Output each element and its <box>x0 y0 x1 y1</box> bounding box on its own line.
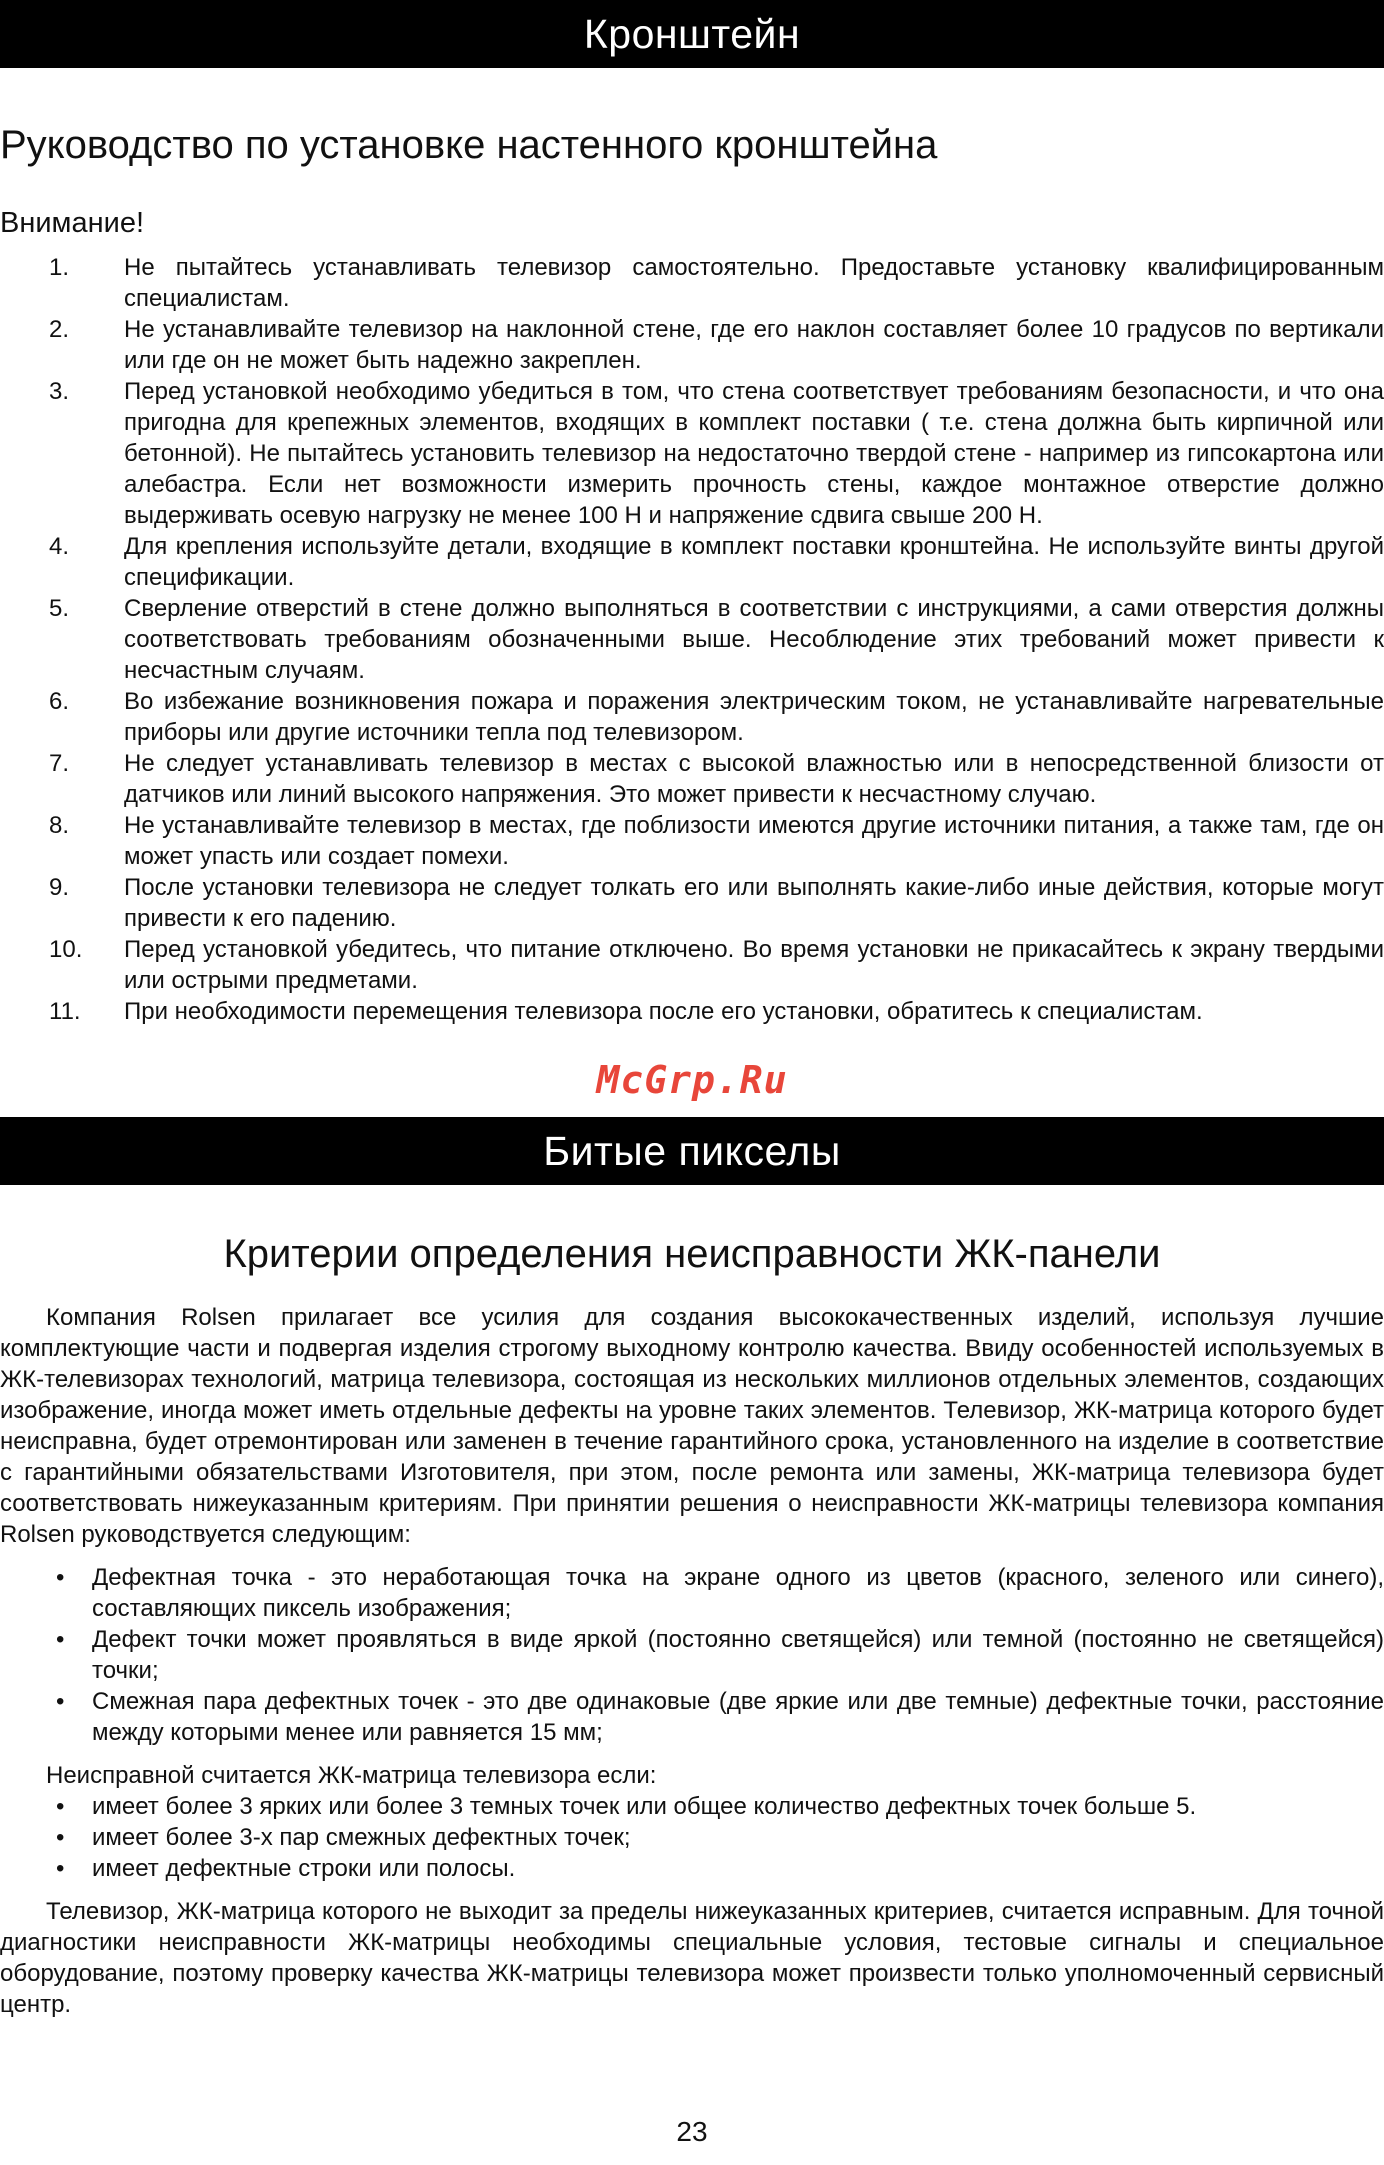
section-title-lcd-criteria: Критерии определения неисправности ЖК-панели <box>223 1232 1161 1276</box>
definition-item <box>0 1686 1384 1748</box>
rule-number: 9. <box>49 874 70 901</box>
rule-item <box>0 314 1384 376</box>
definition-text: Дефект точки может проявляться в виде яркой (постоянно светящейся) или темной (постоянно не светящейся) точки; <box>92 1626 1384 1684</box>
warning-label: Внимание! <box>0 207 145 239</box>
rule-item <box>0 376 1384 531</box>
watermark-logo: McGrp.Ru <box>596 1058 788 1102</box>
rule-item <box>0 593 1384 686</box>
bullet-icon: • <box>56 1793 65 1820</box>
rule-item <box>0 252 1384 314</box>
definition-text: Смежная пара дефектных точек - это две одинаковые (две яркие или две темные) дефектные точки, расстояние между которыми менее или равняется 15 мм; <box>92 1688 1384 1746</box>
rule-text: Не пытайтесь устанавливать телевизор самостоятельно. Предоставьте установку квалифицированным специалистам. <box>124 254 1384 312</box>
rule-item <box>0 996 1384 1027</box>
section-banner-dead-pixels: Битые пикселы <box>0 1117 1384 1185</box>
intro-paragraph: Компания Rolsen прилагает все усилия для создания высококачественных изделий, используя лучшие комплектующие части и подвергая изделия строгому выходному контролю качества. Ввиду особенностей используемых в ЖК-телевизорах технологий, матрица телевизора, состоящая из нескольких миллионов отдельных элементов, создающих изображение, иногда может иметь отдельные дефекты на уровне таких элементов. Телевизор, ЖК-матрица которого будет неисправна, будет отремонтирован или заменен в течение гарантийного срока, установленного на изделие в соответствие с гарантийными обязательствами Изготовителя, при этом, после ремонта или замены, ЖК-матрица телевизора будет соответствовать нижеуказанным критериям. При принятии решения о неисправности ЖК-матрицы телевизора компания Rolsen руководствуется следующим: <box>0 1304 1384 1548</box>
safety-rules-list <box>0 252 1384 1027</box>
rule-text: Перед установкой убедитесь, что питание отключено. Во время установки не прикасайтесь к экрану твердыми или острыми предметами. <box>124 936 1384 994</box>
rule-item <box>0 748 1384 810</box>
bullet-icon: • <box>56 1626 65 1653</box>
rule-number: 6. <box>49 688 70 715</box>
definition-item <box>0 1562 1384 1624</box>
condition-item <box>0 1822 1384 1853</box>
rule-item <box>0 686 1384 748</box>
conditions-list <box>0 1791 1384 1884</box>
definition-text: Дефектная точка - это неработающая точка на экране одного из цветов (красного, зеленого или синего), составляющих пиксель изображения; <box>92 1564 1384 1622</box>
page-number: 23 <box>676 2116 708 2147</box>
rule-text: Перед установкой необходимо убедиться в том, что стена соответствует требованиям безопасности, и что она пригодна для крепежных элементов, входящих в комплект поставки ( т.е. стена должна быть кирпичной или бетонной). Не пытайтесь установить телевизор на недостаточно твердой стене - например из гипсокартона или алебастра. Если нет возможности измерить прочность стены, каждое монтажное отверстие должно выдерживать осевую нагрузку не менее 100 Н и напряжение сдвига свыше 200 Н. <box>124 378 1384 529</box>
rule-item <box>0 872 1384 934</box>
rule-number: 11. <box>49 998 81 1025</box>
rule-item <box>0 531 1384 593</box>
rule-number: 7. <box>49 750 70 777</box>
definitions-list <box>0 1562 1384 1748</box>
condition-item <box>0 1791 1384 1822</box>
definition-item <box>0 1624 1384 1686</box>
condition-text: имеет более 3-х пар смежных дефектных точек; <box>92 1824 631 1851</box>
condition-text: имеет более 3 ярких или более 3 темных точек или общее количество дефектных точек больше 5. <box>92 1793 1197 1820</box>
rule-number: 4. <box>49 533 70 560</box>
rule-number: 10. <box>49 936 83 963</box>
rule-text: Сверление отверстий в стене должно выполняться в соответствии с инструкциями, а сами отверстия должны соответствовать требованиям обозначенными выше. Несоблюдение этих требований может привести к несчастным случаям. <box>124 595 1384 684</box>
rule-text: Не следует устанавливать телевизор в местах с высокой влажностью или в непосредственной близости от датчиков или линий высокого напряжения. Это может привести к несчастному случаю. <box>124 750 1384 808</box>
bullet-icon: • <box>56 1564 65 1591</box>
rule-number: 2. <box>49 316 70 343</box>
rule-text: При необходимости перемещения телевизора после его установки, обратитесь к специалистам. <box>124 998 1203 1025</box>
rule-text: Во избежание возникновения пожара и поражения электрическим током, не устанавливайте нагревательные приборы или другие источники тепла под телевизором. <box>124 688 1384 746</box>
section-title-wall-mount: Руководство по установке настенного кронштейна <box>0 123 938 167</box>
rule-text: После установки телевизора не следует толкать его или выполнять какие-либо иные действия, которые могут привести к его падению. <box>124 874 1384 932</box>
rule-number: 1. <box>49 254 70 281</box>
rule-number: 3. <box>49 378 70 405</box>
condition-text: имеет дефектные строки или полосы. <box>92 1855 516 1882</box>
bullet-icon: • <box>56 1688 65 1715</box>
section-banner-bracket: Кронштейн <box>0 0 1384 68</box>
conditions-title: Неисправной считается ЖК-матрица телевизора если: <box>46 1762 657 1789</box>
bullet-icon: • <box>56 1824 65 1851</box>
rule-number: 8. <box>49 812 70 839</box>
rule-number: 5. <box>49 595 70 622</box>
rule-text: Не устанавливайте телевизор в местах, где поблизости имеются другие источники питания, а также там, где он может упасть или создает помехи. <box>124 812 1384 870</box>
bullet-icon: • <box>56 1855 65 1882</box>
lcd-criteria-body <box>0 1302 1384 2020</box>
condition-item <box>0 1853 1384 1884</box>
rule-text: Для крепления используйте детали, входящие в комплект поставки кронштейна. Не используйте винты другой спецификации. <box>124 533 1384 591</box>
final-paragraph: Телевизор, ЖК-матрица которого не выходит за пределы нижеуказанных критериев, считается исправным. Для точной диагностики неисправности ЖК-матрицы необходимы специальные условия, тестовые сигналы и специальное оборудование, поэтому проверку качества ЖК-матрицы телевизора может произвести только уполномоченный сервисный центр. <box>0 1898 1384 2018</box>
rule-text: Не устанавливайте телевизор на наклонной стене, где его наклон составляет более 10 градусов по вертикали или где он не может быть надежно закреплен. <box>124 316 1384 374</box>
rule-item <box>0 934 1384 996</box>
rule-item <box>0 810 1384 872</box>
